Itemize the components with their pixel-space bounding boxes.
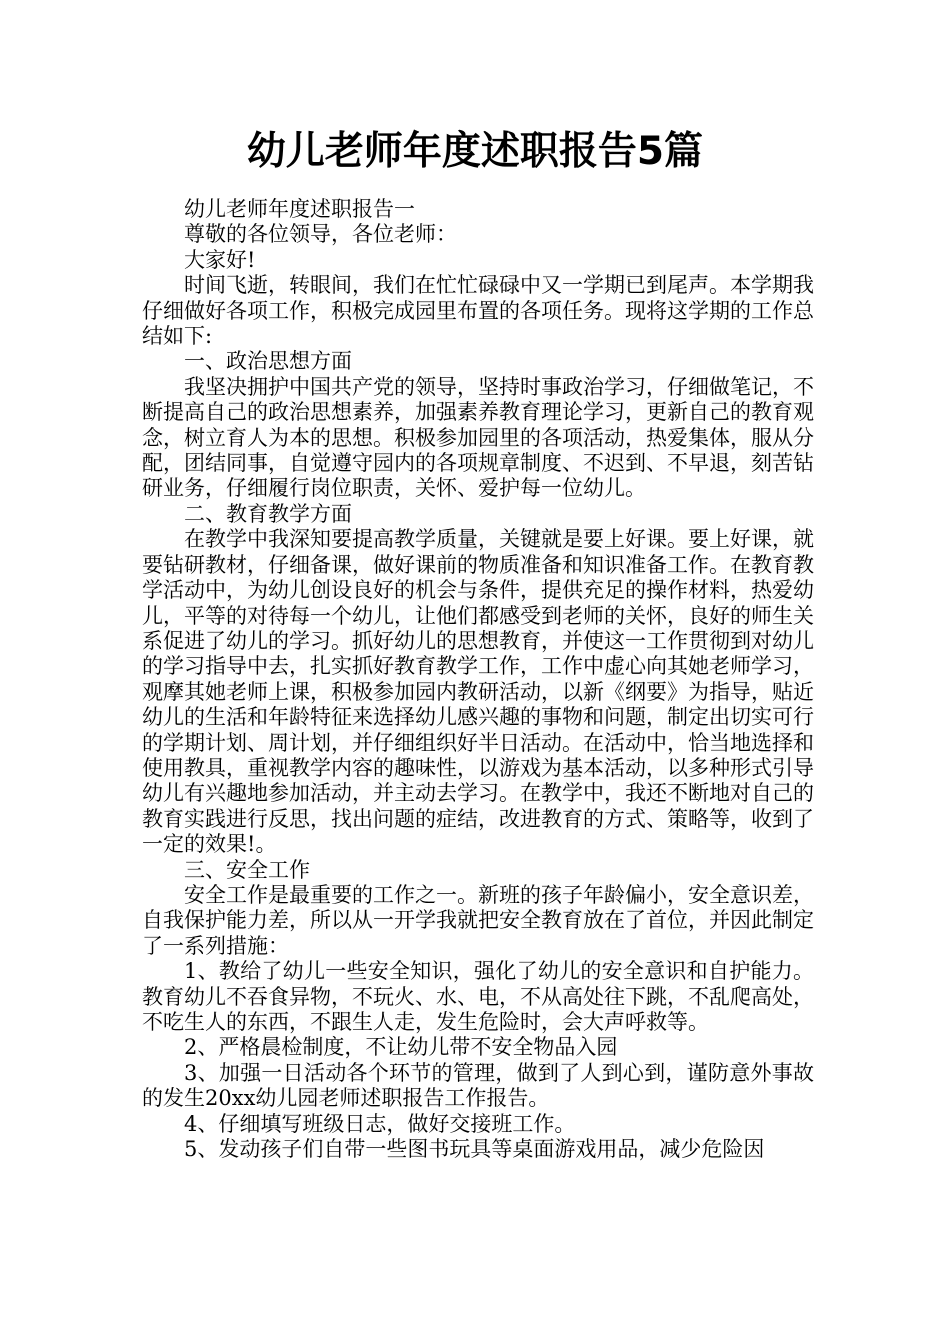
paragraph-safety-intro: 安全工作是最重要的工作之一。新班的孩子年龄偏小，安全意识差，自我保护能力差，所以从一开学我就把安全教育放在了首位，并因此制定了一系列措施： (142, 882, 814, 958)
paragraph-report-heading: 幼儿老师年度述职报告一 (184, 197, 415, 221)
section-heading-teaching: 二、教育教学方面 (184, 501, 352, 526)
section-heading-politics: 一、政治思想方面 (184, 349, 352, 374)
section-heading-safety: 三、安全工作 (184, 857, 310, 882)
document-body (142, 197, 814, 1162)
document-title: 幼儿老师年度述职报告5篇 (246, 129, 704, 174)
list-item-safety-3: 3、加强一日活动各个环节的管理，做到了人到心到，谨防意外事故的发生20xx幼儿园老师述职报告工作报告。 (142, 1060, 814, 1111)
list-item-safety-2: 2、严格晨检制度，不让幼儿带不安全物品入园 (184, 1035, 618, 1060)
list-item-safety-1: 1、教给了幼儿一些安全知识，强化了幼儿的安全意识和自护能力。教育幼儿不吞食异物，不玩火、水、电，不从高处往下跳，不乱爬高处，不吃生人的东西，不跟生人走，发生危险时，会大声呼救等。 (142, 959, 814, 1034)
paragraph-salutation: 尊敬的各位领导，各位老师： (184, 222, 457, 247)
paragraph-teaching: 在教学中我深知要提高教学质量，关键就是要上好课。要上好课，就要钻研教材，仔细备课，做好课前的物质准备和知识准备工作。在教育教学活动中，为幼儿创设良好的机会与条件，提供充足的操作材料，热爱幼儿，平等的对待每一个幼儿，让他们都感受到老师的关怀，良好的师生关系促进了幼儿的学习。抓好幼儿的思想教育，并使这一工作贯彻到对幼儿的学习指导中去，扎实抓好教育教学工作，工作中虚心向其她老师学习，观摩其她老师上课，积极参加园内教研活动，以新《纲要》为指导，贴近幼儿的生活和年龄特征来选择幼儿感兴趣的事物和问题，制定出切实可行的学期计划、周计划，并仔细组织好半日活动。在活动中，恰当地选择和使用教具，重视教学内容的趣味性，以游戏为基本活动，以多种形式引导幼儿有兴趣地参加活动，并主动去学习。在教学中，我还不断地对自己的教育实践进行反思，找出问题的症结，改进教育的方式、策略等，收到了一定的效果!。 (142, 527, 814, 857)
paragraph-greeting: 大家好! (184, 247, 256, 272)
paragraph-politics: 我坚决拥护中国共产党的领导，坚持时事政治学习，仔细做笔记，不断提高自己的政治思想素养，加强素养教育理论学习，更新自己的教育观念，树立育人为本的思想。积极参加园里的各项活动，热爱集体，服从分配，团结同事，自觉遵守园内的各项规章制度、不迟到、不早退，刻苦钻研业务，仔细履行岗位职责，关怀、爱护每一位幼儿。 (142, 374, 814, 501)
list-item-safety-4: 4、仔细填写班级日志，做好交接班工作。 (184, 1111, 576, 1136)
list-item-safety-5: 5、发动孩子们自带一些图书玩具等桌面游戏用品，减少危险因 (184, 1137, 765, 1162)
paragraph-intro: 时间飞逝，转眼间，我们在忙忙碌碌中又一学期已到尾声。本学期我仔细做好各项工作，积极完成园里布置的各项任务。现将这学期的工作总结如下: (142, 273, 814, 349)
